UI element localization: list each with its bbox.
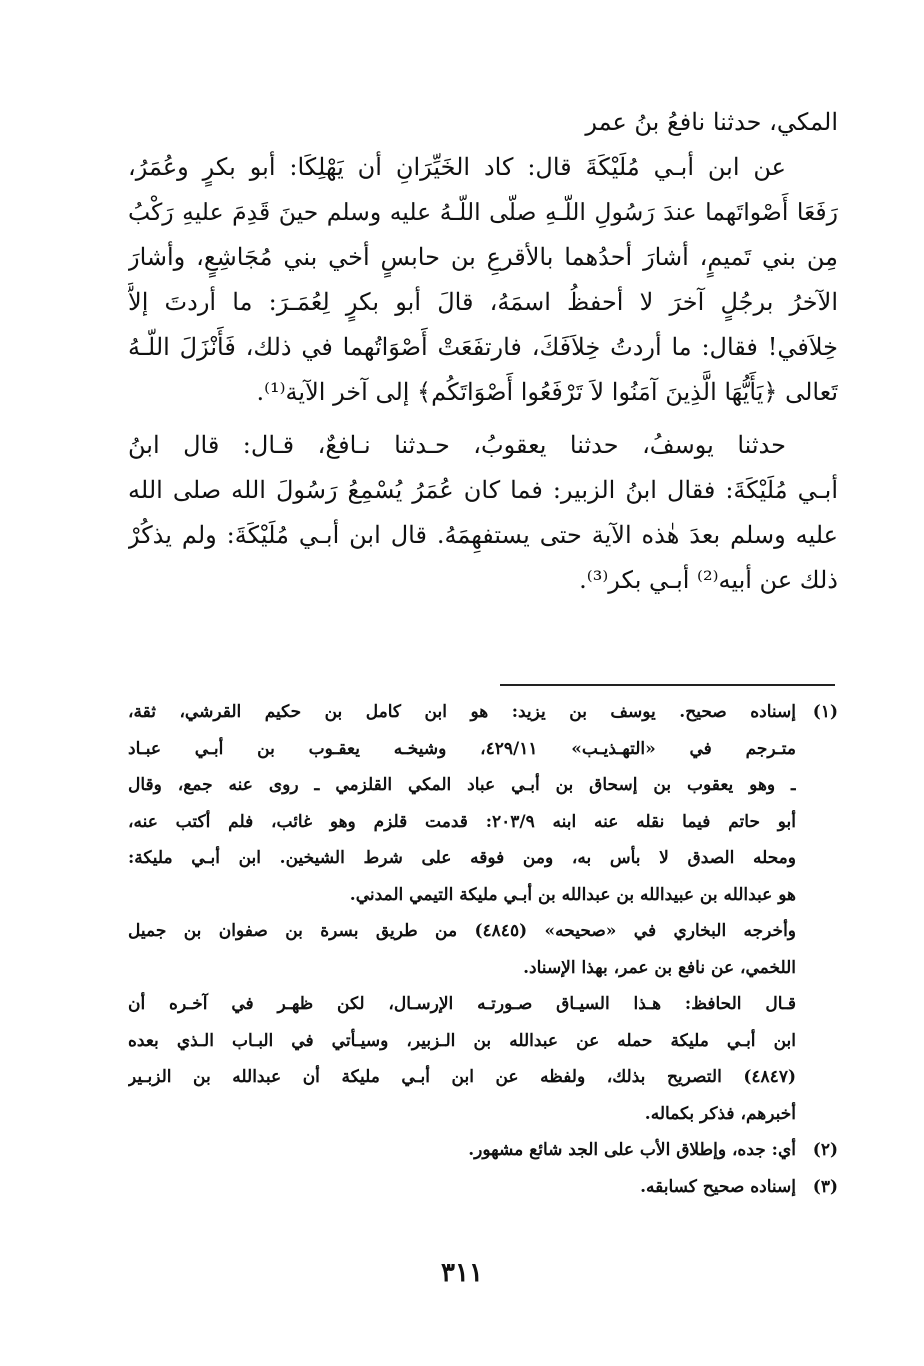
footnote-line: أي: جده، وإطلاق الأب على الجد شائع مشهور. bbox=[468, 1140, 796, 1160]
main-text bbox=[128, 100, 838, 603]
footnote-line: (٤٨٤٧) التصريح بذلك، ولفظه عن ابن أبـي مليكة أن عبدالله بن الزبـير bbox=[128, 1067, 796, 1087]
footnote-2 bbox=[128, 1132, 838, 1169]
footnote-number: (٢) bbox=[812, 1140, 838, 1160]
footnotes bbox=[128, 694, 838, 1205]
main-line: تَعالى ﴿يَأَيُّهَا الَّذِينَ آمَنُوا لاَ تَرْفَعُوا أَصْوَاتَكُم﴾ إلى آخر الآية⁽¹⁾. bbox=[256, 378, 838, 406]
footnote-line: أبو حاتم فيما نقله عنه ابنه ٢٠٣/٩: قدمت قلزم وهو غائب، فلم أكتب عنه، bbox=[128, 811, 796, 832]
page-number: ٣١١ bbox=[441, 1258, 483, 1288]
main-line: عن ابن أبـي مُلَيْكَةَ قال: كاد الخَيِّرَانِ أن يَهْلِكَا: أبو بكرٍ وعُمَرُ، bbox=[128, 153, 787, 181]
footnote-1 bbox=[128, 694, 838, 1132]
main-line: مِن بني تَميمٍ، أشارَ أحدُهما بالأقرعِ بن حابسٍ أخي بني مُجَاشِعٍ، وأشارَ bbox=[128, 243, 838, 271]
main-line: المكي، حدثنا نافعُ بنُ عمر bbox=[585, 108, 838, 136]
footnote-line: أخبرهم، فذكر بكماله. bbox=[644, 1103, 796, 1124]
main-line: رَفَعَا أَصْواتَهما عندَ رَسُولِ اللّـهِ صلّى اللّـهُ عليه وسلم حينَ قَدِمَ عليهِ رَكْبُ bbox=[128, 198, 838, 226]
main-line: الآخرُ برجُلٍ آخرَ لا أحفظُ اسمَهُ، قالَ أبو بكرٍ لِعُمَـرَ: ما أردتَ إلاَّ bbox=[128, 288, 838, 316]
main-line: ذلك عن أبيه⁽²⁾ أبـي بكر⁽³⁾. bbox=[579, 566, 838, 594]
paragraph-gap bbox=[128, 415, 838, 423]
main-line: حدثنا يوسفُ، حدثنا يعقوبُ، حـدثنا نـافعٌ، قـال: قال ابنُ bbox=[128, 431, 786, 459]
footnote-line: وأخرجه البخاري في «صحيحه» (٤٨٤٥) من طريق بسرة بن صفوان بن جميل bbox=[128, 921, 796, 941]
footnote-separator bbox=[500, 684, 835, 686]
footnote-line: إسناده صحيح كسابقه. bbox=[640, 1176, 796, 1197]
footnote-line: ومحله الصدق لا بأس به، ومن فوقه على شرط الشيخين. ابن أبـي مليكة: bbox=[128, 848, 796, 868]
footnote-line: ابن أبـي مليكة حمله عن عبدالله بن الـزبير، وسيـأتي في البـاب الـذي بعده bbox=[128, 1030, 796, 1051]
main-line: خِلاَفي! فقال: ما أردتُ خِلاَفَكَ، فارتفَعَتْ أَصْوَاتُهما في ذلك، فَأَنْزَلَ اللّـهُ bbox=[128, 333, 838, 361]
footnote-line: اللخمي، عن نافع بن عمر، بهذا الإسناد. bbox=[523, 957, 796, 978]
footnote-line: هو عبدالله بن عبيدالله بن عبدالله بن أبـي مليكة التيمي المدني. bbox=[349, 884, 796, 905]
footnote-line: إسناده صحيح. يوسف بن يزيد: هو ابن كامل بن حكيم القرشي، ثقة، bbox=[128, 702, 796, 722]
footnote-line: متـرجم في «التهـذيـب» ٤٢٩/١١، وشيخـه يعقـوب بن أبـي عبـاد bbox=[128, 738, 796, 759]
footnote-number: (٣) bbox=[812, 1176, 838, 1197]
footnote-line: ـ وهو يعقوب بن إسحاق بن أبـي عباد المكي القلزمي ـ روى عنه جمع، وقال bbox=[128, 775, 796, 795]
footnote-3 bbox=[128, 1169, 838, 1206]
main-line: أبـي مُلَيْكَةَ: فقال ابنُ الزبير: فما كان عُمَرُ يُسْمِعُ رَسُولَ الله صلى الله bbox=[128, 476, 838, 504]
main-line: عليه وسلم بعدَ هٰذه الآية حتى يستفهِمَهُ. قال ابن أبـي مُلَيْكَةَ: ولم يذكُرْ bbox=[128, 521, 838, 549]
footnote-number: (١) bbox=[812, 702, 838, 722]
footnote-line: قـال الحافظ: هـذا السيـاق صـورتـه الإرسـال، لكن ظهـر في آخـره أن bbox=[128, 994, 796, 1014]
